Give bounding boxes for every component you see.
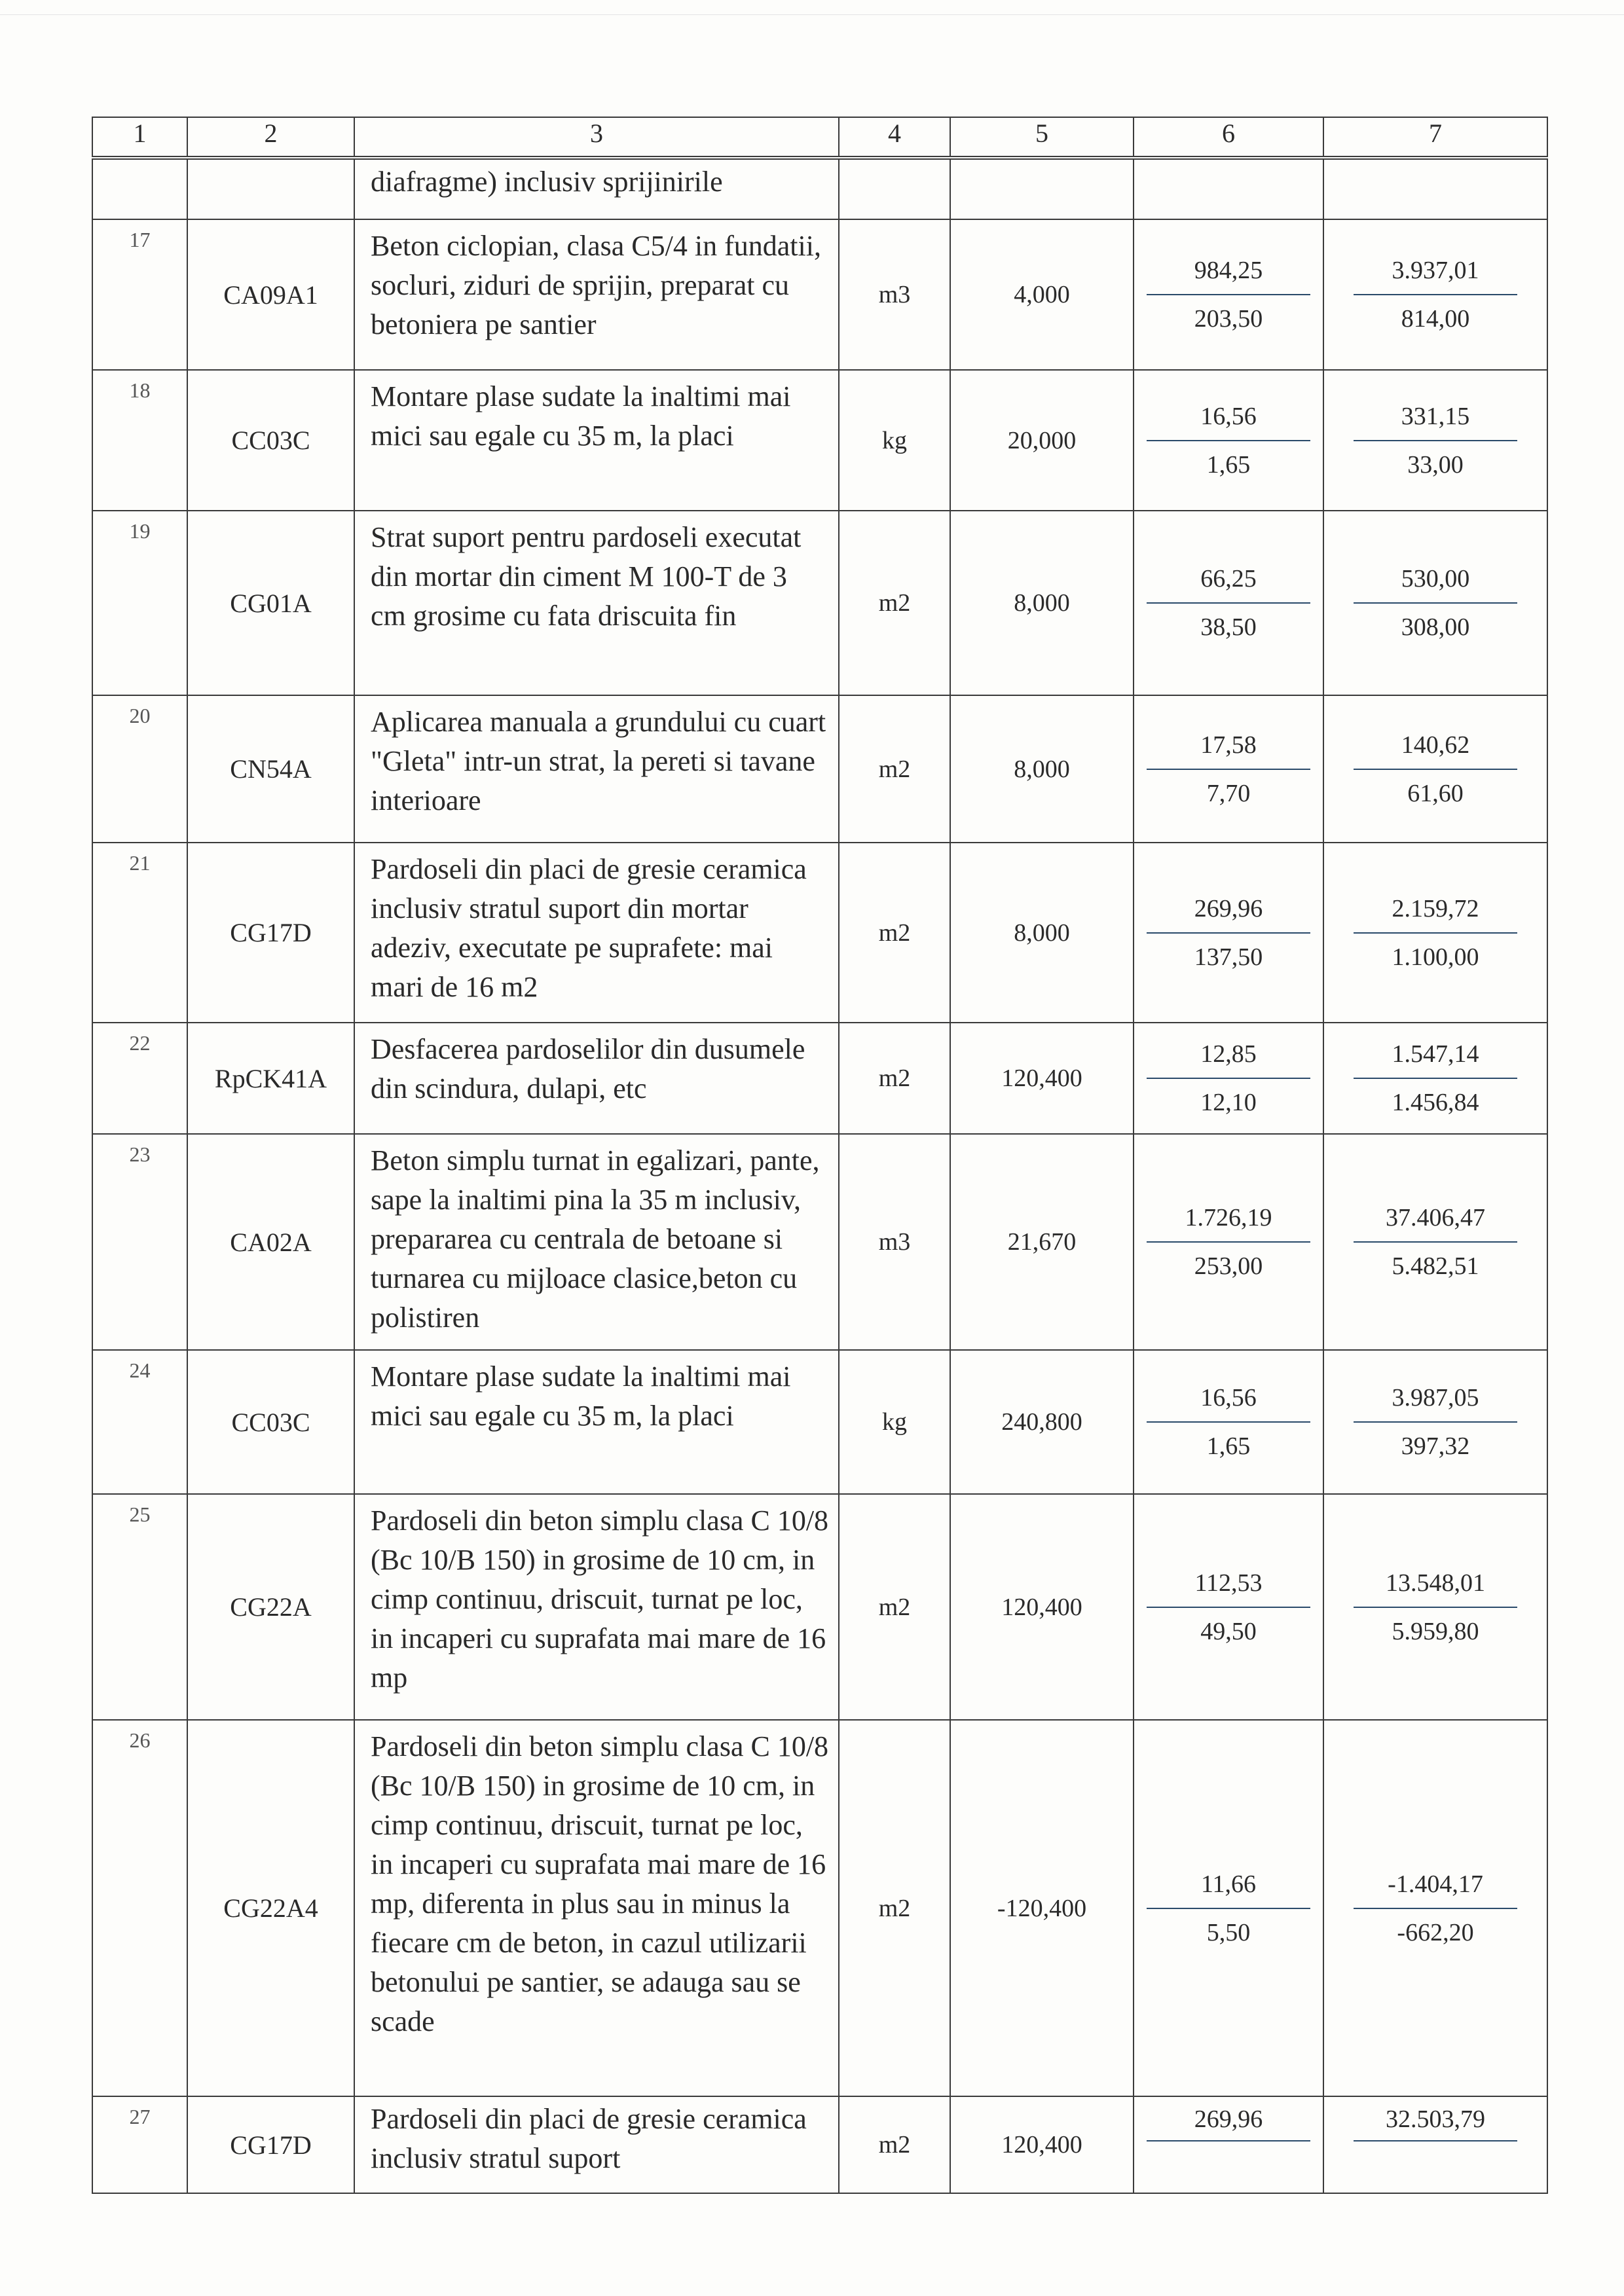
row-unit xyxy=(839,158,950,219)
unit-price-labor: 5,50 xyxy=(1206,1918,1251,1946)
unit-price-labor: 12,10 xyxy=(1200,1089,1257,1116)
row-description: Beton ciclopian, clasa C5/4 in fundatii, socluri, ziduri de sprijin, preparat cu betoniera pe santier xyxy=(354,219,839,370)
total-labor-value: -662,20 xyxy=(1397,1918,1474,1946)
total-price-value: 37.406,47 xyxy=(1354,1203,1517,1243)
row-code: CG17D xyxy=(187,2096,354,2193)
unit-price-labor: 1,65 xyxy=(1206,1432,1251,1460)
row-unit-price xyxy=(1134,843,1323,1023)
row-quantity xyxy=(950,158,1134,219)
row-unit-price xyxy=(1134,1134,1323,1350)
total-price-value: 32.503,79 xyxy=(1354,2105,1517,2141)
total-price-value: 3.987,05 xyxy=(1354,1383,1517,1423)
unit-price-total: 16,56 xyxy=(1147,402,1310,441)
row-description: Pardoseli din placi de gresie ceramica inclusiv stratul suport xyxy=(354,2096,839,2193)
row-quantity: 8,000 xyxy=(950,511,1134,695)
scan-top-edge xyxy=(0,0,1624,15)
row-description: diafragme) inclusiv sprijinirile xyxy=(354,158,839,219)
row-total-price xyxy=(1323,1023,1547,1134)
unit-price-total: 1.726,19 xyxy=(1147,1203,1310,1243)
total-price-value: 13.548,01 xyxy=(1354,1569,1517,1608)
row-code: CA02A xyxy=(187,1134,354,1350)
row-unit: m2 xyxy=(839,1494,950,1720)
row-code: RpCK41A xyxy=(187,1023,354,1134)
total-labor-value: 397,32 xyxy=(1401,1432,1470,1460)
scan-artifact xyxy=(632,2216,646,2221)
row-number: 22 xyxy=(92,1023,187,1134)
row-number: 24 xyxy=(92,1350,187,1494)
unit-price-total: 112,53 xyxy=(1147,1569,1310,1608)
unit-price-total: 269,96 xyxy=(1147,894,1310,934)
row-total-price xyxy=(1323,370,1547,511)
row-number: 18 xyxy=(92,370,187,511)
unit-price-total: 11,66 xyxy=(1147,1870,1310,1909)
column-header-4: 4 xyxy=(839,117,950,158)
row-code: CA09A1 xyxy=(187,219,354,370)
row-code: CG22A xyxy=(187,1494,354,1720)
row-code: CG17D xyxy=(187,843,354,1023)
total-labor-value: 5.959,80 xyxy=(1392,1617,1479,1645)
unit-price-labor: 203,50 xyxy=(1194,305,1263,333)
unit-price-labor: 49,50 xyxy=(1200,1617,1257,1645)
row-unit: m2 xyxy=(839,1023,950,1134)
column-header-1: 1 xyxy=(92,117,187,158)
unit-price-total: 984,25 xyxy=(1147,256,1310,295)
row-unit: m3 xyxy=(839,219,950,370)
row-quantity: 21,670 xyxy=(950,1134,1134,1350)
row-unit: kg xyxy=(839,370,950,511)
row-unit-price xyxy=(1134,158,1323,219)
table-row xyxy=(92,219,1547,370)
total-labor-value: 5.482,51 xyxy=(1392,1252,1479,1280)
row-unit-price xyxy=(1134,1494,1323,1720)
row-unit: kg xyxy=(839,1350,950,1494)
total-price-value: 1.547,14 xyxy=(1354,1040,1517,1079)
total-price-value: 140,62 xyxy=(1354,731,1517,770)
total-price-value: 331,15 xyxy=(1354,402,1517,441)
column-header-7: 7 xyxy=(1323,117,1547,158)
row-number xyxy=(92,158,187,219)
row-code xyxy=(187,158,354,219)
column-number-header xyxy=(92,117,1547,158)
estimate-table xyxy=(92,117,1548,2194)
row-description: Pardoseli din beton simplu clasa C 10/8 (Bc 10/B 150) in grosime de 10 cm, in cimp continuu, driscuit, turnat pe loc, in incaperi cu suprafata mai mare de 16 mp, diferenta in plus sau in minus la fiecare cm de beton, in cazul utilizarii betonului pe santier, se adauga sau se scade xyxy=(354,1720,839,2096)
row-code: CN54A xyxy=(187,695,354,843)
table-row xyxy=(92,1494,1547,1720)
unit-price-total: 12,85 xyxy=(1147,1040,1310,1079)
table-row xyxy=(92,370,1547,511)
row-quantity: 240,800 xyxy=(950,1350,1134,1494)
row-description: Montare plase sudate la inaltimi mai mici sau egale cu 35 m, la placi xyxy=(354,370,839,511)
row-total-price xyxy=(1323,843,1547,1023)
row-total-price xyxy=(1323,2096,1547,2193)
table-row xyxy=(92,1350,1547,1494)
total-price-value: 3.937,01 xyxy=(1354,256,1517,295)
row-description: Pardoseli din beton simplu clasa C 10/8 (Bc 10/B 150) in grosime de 10 cm, in cimp continuu, driscuit, turnat pe loc, in incaperi cu suprafata mai mare de 16 mp xyxy=(354,1494,839,1720)
table-row xyxy=(92,695,1547,843)
row-unit-price xyxy=(1134,511,1323,695)
column-header-2: 2 xyxy=(187,117,354,158)
total-price-value: 2.159,72 xyxy=(1354,894,1517,934)
row-code: CG22A4 xyxy=(187,1720,354,2096)
row-number: 20 xyxy=(92,695,187,843)
total-labor-value: 1.100,00 xyxy=(1392,943,1479,971)
row-unit-price xyxy=(1134,2096,1323,2193)
row-number: 25 xyxy=(92,1494,187,1720)
row-total-price xyxy=(1323,219,1547,370)
total-labor-value: 61,60 xyxy=(1407,779,1464,807)
table-row-continued xyxy=(92,158,1547,219)
row-unit-price xyxy=(1134,370,1323,511)
row-number: 26 xyxy=(92,1720,187,2096)
row-description: Pardoseli din placi de gresie ceramica inclusiv stratul suport din mortar adeziv, executate pe suprafete: mai mari de 16 m2 xyxy=(354,843,839,1023)
row-description: Strat suport pentru pardoseli executat din mortar din ciment M 100-T de 3 cm grosime cu fata driscuita fin xyxy=(354,511,839,695)
row-quantity: 8,000 xyxy=(950,843,1134,1023)
row-unit: m2 xyxy=(839,695,950,843)
unit-price-labor: 1,65 xyxy=(1206,450,1251,479)
column-header-6: 6 xyxy=(1134,117,1323,158)
column-header-3: 3 xyxy=(354,117,839,158)
row-quantity: 120,400 xyxy=(950,1023,1134,1134)
row-quantity: 120,400 xyxy=(950,2096,1134,2193)
row-unit: m2 xyxy=(839,511,950,695)
row-quantity: 4,000 xyxy=(950,219,1134,370)
row-code: CC03C xyxy=(187,370,354,511)
row-quantity: 8,000 xyxy=(950,695,1134,843)
row-number: 23 xyxy=(92,1134,187,1350)
row-description: Beton simplu turnat in egalizari, pante, sape la inaltimi pina la 35 m inclusiv, prepararea cu centrala de betoane si turnarea cu mijloace clasice,beton cu polistiren xyxy=(354,1134,839,1350)
table-row xyxy=(92,1134,1547,1350)
total-price-value: 530,00 xyxy=(1354,564,1517,604)
unit-price-total: 17,58 xyxy=(1147,731,1310,770)
unit-price-total: 16,56 xyxy=(1147,1383,1310,1423)
row-unit: m2 xyxy=(839,1720,950,2096)
total-labor-value: 33,00 xyxy=(1407,450,1464,479)
row-unit-price xyxy=(1134,1350,1323,1494)
unit-price-total: 269,96 xyxy=(1147,2105,1310,2141)
unit-price-labor: 253,00 xyxy=(1194,1252,1263,1280)
row-total-price xyxy=(1323,1134,1547,1350)
row-total-price xyxy=(1323,1350,1547,1494)
row-unit-price xyxy=(1134,1023,1323,1134)
unit-price-labor: 7,70 xyxy=(1206,779,1251,807)
unit-price-total: 66,25 xyxy=(1147,564,1310,604)
row-number: 17 xyxy=(92,219,187,370)
table-row xyxy=(92,1720,1547,2096)
row-code: CG01A xyxy=(187,511,354,695)
unit-price-labor: 137,50 xyxy=(1194,943,1263,971)
row-total-price xyxy=(1323,511,1547,695)
table-row xyxy=(92,511,1547,695)
total-labor-value: 814,00 xyxy=(1401,305,1470,333)
row-total-price xyxy=(1323,1720,1547,2096)
row-number: 19 xyxy=(92,511,187,695)
row-unit-price xyxy=(1134,219,1323,370)
row-number: 27 xyxy=(92,2096,187,2193)
column-header-5: 5 xyxy=(950,117,1134,158)
row-unit: m3 xyxy=(839,1134,950,1350)
row-quantity: 20,000 xyxy=(950,370,1134,511)
row-description: Aplicarea manuala a grundului cu cuart "Gleta" intr-un strat, la pereti si tavane interioare xyxy=(354,695,839,843)
row-description: Desfacerea pardoselilor din dusumele din scindura, dulapi, etc xyxy=(354,1023,839,1134)
row-quantity: 120,400 xyxy=(950,1494,1134,1720)
total-price-value: -1.404,17 xyxy=(1354,1870,1517,1909)
row-total-price xyxy=(1323,695,1547,843)
table-row xyxy=(92,2096,1547,2193)
row-quantity: -120,400 xyxy=(950,1720,1134,2096)
row-unit: m2 xyxy=(839,2096,950,2193)
row-unit: m2 xyxy=(839,843,950,1023)
total-labor-value: 1.456,84 xyxy=(1392,1089,1479,1116)
row-code: CC03C xyxy=(187,1350,354,1494)
row-description: Montare plase sudate la inaltimi mai mici sau egale cu 35 m, la placi xyxy=(354,1350,839,1494)
unit-price-labor: 38,50 xyxy=(1200,613,1257,641)
table-row xyxy=(92,843,1547,1023)
row-total-price xyxy=(1323,158,1547,219)
row-total-price xyxy=(1323,1494,1547,1720)
row-unit-price xyxy=(1134,695,1323,843)
row-number: 21 xyxy=(92,843,187,1023)
total-labor-value: 308,00 xyxy=(1401,613,1470,641)
row-unit-price xyxy=(1134,1720,1323,2096)
table-row xyxy=(92,1023,1547,1134)
